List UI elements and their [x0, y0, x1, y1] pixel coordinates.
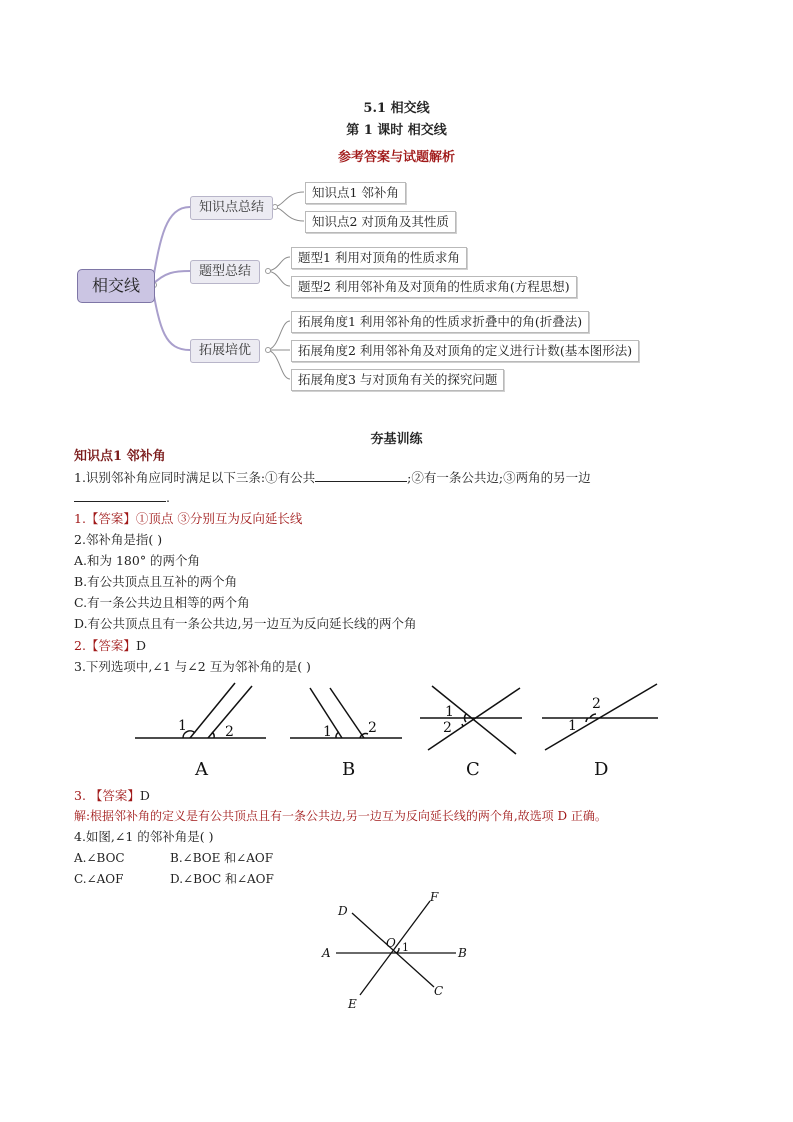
fig-a-caption: A [195, 759, 208, 780]
q4-label-f: F [430, 890, 439, 904]
q4-figure [300, 885, 500, 1015]
q3-stem: 3.下列选项中,∠1 与∠2 互为邻补角的是( ) [74, 659, 311, 674]
leaf-ext2: 拓展角度2 利用邻补角及对顶角的定义进行计数(基本图形法) [291, 340, 639, 362]
q4-stem: 4.如图,∠1 的邻补角是( ) [74, 829, 214, 844]
q2-option-d: D.有公共顶点且有一条公共边,另一边互为反向延长线的两个角 [74, 616, 417, 631]
branch-extension: 拓展培优 [190, 339, 260, 363]
q2-option-b: B.有公共顶点且互补的两个角 [74, 574, 238, 589]
fig-b-arc-1 [336, 732, 339, 738]
fig-a-arc-2 [212, 732, 214, 738]
branch-types: 题型总结 [190, 260, 260, 284]
q4-label-a: A [322, 946, 331, 960]
q1-blank-1 [315, 467, 407, 482]
leaf-ext3: 拓展角度3 与对顶角有关的探究问题 [291, 369, 504, 391]
q3-answer-value: D [139, 788, 150, 803]
q4-option-a: A.∠BOC [74, 851, 125, 865]
page-title: 5.1 相交线 [363, 101, 430, 116]
knowledge-point-1: 知识点1 邻补角 [74, 449, 166, 464]
q4-label-b: B [458, 946, 467, 960]
q2-answer [74, 636, 146, 656]
q4-option-c: C.∠AOF [74, 872, 124, 886]
connector-root-extension [152, 285, 190, 350]
q3-explanation: 解:根据邻补角的定义是有公共顶点且有一条公共边,另一边互为反向延长线的两个角,故选项 D 正确。 [74, 809, 607, 823]
q3-figures [0, 678, 793, 788]
q4-label-o: O [386, 936, 396, 950]
leaf-kp2: 知识点2 对顶角及其性质 [305, 211, 456, 233]
fig-b-caption: B [342, 759, 356, 780]
q2-answer-prefix: 2.【答案】 [74, 638, 136, 653]
fig-d-caption: D [594, 759, 609, 780]
fig-d-label-2: 2 [592, 696, 601, 712]
q1-line1 [74, 467, 591, 488]
q1-line2 [74, 487, 170, 508]
q1-text-c: . [166, 490, 170, 505]
branch-knowledge: 知识点总结 [190, 196, 273, 220]
fig-a-label-2: 2 [225, 724, 234, 740]
q2-stem: 2.邻补角是指( ) [74, 532, 163, 547]
fig-c-label-1: 1 [445, 704, 454, 720]
mindmap-root: 相交线 [77, 269, 155, 303]
q4-label-c: C [434, 984, 444, 998]
q1-text-a: 1.识别邻补角应同时满足以下三条:①有公共 [74, 470, 316, 485]
q2-option-c: C.有一条公共边且相等的两个角 [74, 595, 250, 610]
leaf-kp1: 知识点1 邻补角 [305, 182, 406, 204]
q4-label-1: 1 [402, 941, 409, 954]
angle-1-arc [396, 948, 399, 953]
q4-label-e: E [348, 997, 357, 1011]
q4-option-d: D.∠BOC 和∠AOF [170, 872, 274, 886]
connector-root-types [152, 271, 190, 285]
fig-c-caption: C [466, 759, 480, 780]
q3-answer [74, 786, 150, 806]
q2-option-a: A.和为 180° 的两个角 [74, 553, 201, 568]
q1-answer: 1.【答案】①顶点 ③分别互为反向延长线 [74, 511, 303, 526]
fig-b-label-1: 1 [323, 724, 332, 740]
leaf-ext1: 拓展角度1 利用邻补角的性质求折叠中的角(折叠法) [291, 311, 589, 333]
fig-c-line-2 [428, 688, 520, 750]
q1-blank-2 [74, 487, 166, 502]
fig-c-arc-2 [462, 724, 463, 726]
fig-b-ray-2 [330, 688, 364, 738]
q3-answer-prefix: 3. 【答案】 [74, 788, 140, 803]
q4-label-d: D [338, 904, 348, 918]
fig-d-diag-line [545, 684, 657, 750]
fig-c-label-2: 2 [443, 720, 452, 736]
q1-text-b: ;②有一条公共边;③两角的另一边 [407, 470, 591, 485]
q2-answer-value: D [135, 638, 146, 653]
fig-b-label-2: 2 [368, 720, 377, 736]
page-subtitle: 第 1 课时 相交线 [346, 123, 447, 138]
fig-a-label-1: 1 [178, 718, 187, 734]
answer-title: 参考答案与试题解析 [337, 150, 455, 165]
fig-d-label-1: 1 [568, 718, 577, 734]
leaf-type2: 题型2 利用邻补角及对顶角的性质求角(方程思想) [291, 276, 577, 298]
leaf-type1: 题型1 利用对顶角的性质求角 [291, 247, 467, 269]
section-title: 夯基训练 [370, 432, 423, 447]
q4-option-b: B.∠BOE 和∠AOF [170, 851, 274, 865]
